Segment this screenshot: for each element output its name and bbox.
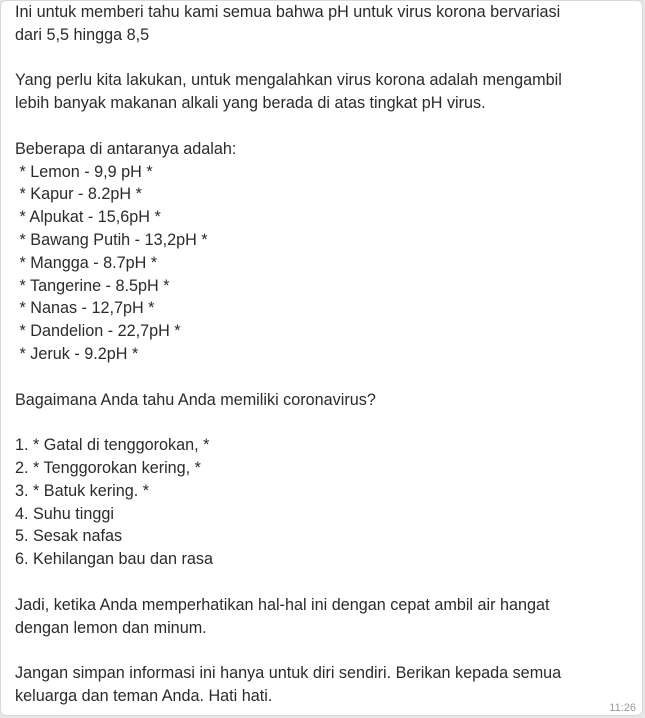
message-line: 3. * Batuk kering. * [15, 481, 150, 500]
message-line [15, 571, 630, 594]
message-line: Yang perlu kita lakukan, untuk mengalahkan virus korona adalah mengambil [15, 71, 562, 90]
message-line [15, 115, 630, 138]
message-line: * Jeruk - 9.2pH * [15, 344, 139, 363]
message-timestamp: 11:26 [609, 702, 636, 714]
message-line: dengan lemon dan minum. [15, 618, 207, 637]
message-line: 5. Sesak nafas [15, 527, 123, 546]
message-line [15, 366, 630, 389]
message-line: * Kapur - 8.2pH * [15, 185, 142, 204]
message-line [15, 639, 630, 662]
message-line: 4. Suhu tinggi [15, 504, 114, 523]
message-line: 1. * Gatal di tenggorokan, * [15, 436, 210, 455]
message-line: Ini untuk memberi tahu kami semua bahwa pH untuk virus korona bervariasi [15, 3, 561, 21]
message-line: dari 5,5 hingga 8,5 [15, 25, 150, 44]
message-line: * Tangerine - 8.5pH * [15, 276, 170, 295]
message-line: Jangan simpan informasi ini hanya untuk diri sendiri. Berikan kepada semua [15, 664, 562, 683]
message-line: * Dandelion - 22,7pH * [15, 322, 181, 341]
message-text [15, 1, 630, 708]
message-line: Bagaimana Anda tahu Anda memiliki coronavirus? [15, 390, 376, 409]
message-line: * Lemon - 9,9 pH * [15, 162, 153, 181]
message-line [15, 47, 630, 70]
message-line: * Bawang Putih - 13,2pH * [15, 230, 208, 249]
message-line: lebih banyak makanan alkali yang berada di atas tingkat pH virus. [15, 94, 486, 113]
message-line: Beberapa di antaranya adalah: [15, 139, 237, 158]
message-line: * Nanas - 12,7pH * [15, 299, 155, 318]
message-line: 2. * Tenggorokan kering, * [15, 458, 201, 477]
message-line [15, 411, 630, 434]
message-line: Jadi, ketika Anda memperhatikan hal-hal ini dengan cepat ambil air hangat [15, 595, 550, 614]
message-line: * Alpukat - 15,6pH * [15, 208, 161, 227]
message-line: 6. Kehilangan bau dan rasa [15, 550, 214, 569]
message-line: * Mangga - 8.7pH * [15, 253, 158, 272]
message-line: keluarga dan teman Anda. Hati hati. [15, 686, 273, 705]
